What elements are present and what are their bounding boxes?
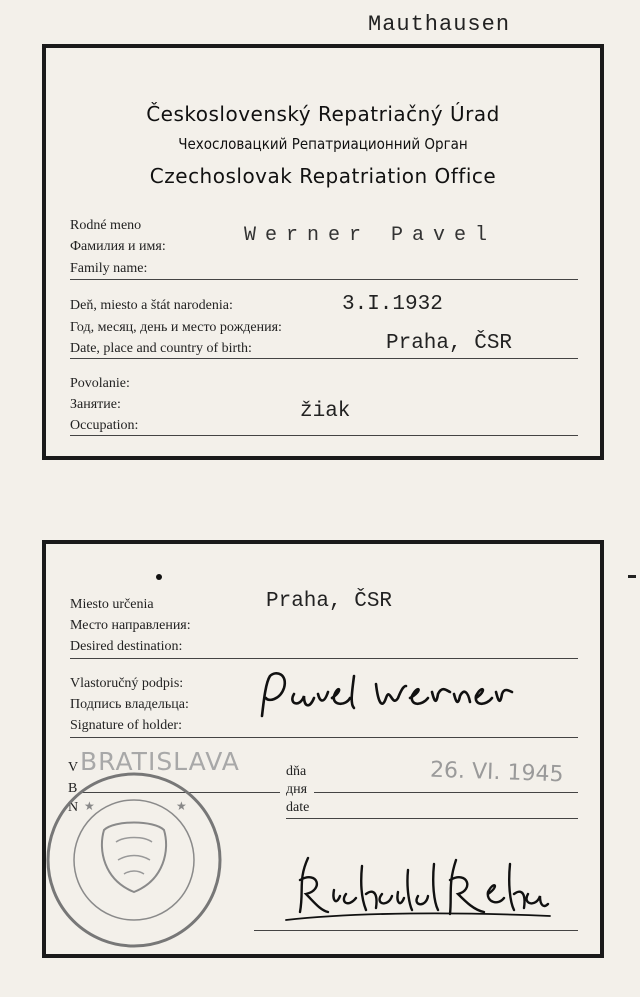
date-stamp: 26. VI. 1945 xyxy=(429,757,564,788)
birth-label-en: Date, place and country of birth: xyxy=(70,341,252,356)
destination-underline xyxy=(70,658,578,659)
occupation-label-ru: Занятие: xyxy=(70,397,121,412)
destination-label-ru: Место направления: xyxy=(70,618,191,633)
camp-name: Mauthausen xyxy=(368,12,511,37)
official-seal xyxy=(44,770,224,950)
place-label-v: V xyxy=(68,760,79,775)
signature-underline xyxy=(70,737,578,738)
name-underline xyxy=(70,279,578,280)
occupation-value: žiak xyxy=(300,400,351,423)
birth-place-value: Praha, ČSR xyxy=(386,332,513,355)
place-label-b: B xyxy=(68,781,78,796)
place-stamp: BRATISLAVA xyxy=(80,747,240,776)
birth-underline xyxy=(70,358,578,359)
date-label-sk: dňa xyxy=(286,764,307,779)
birth-label-ru: Год, месяц, день и место рождения: xyxy=(70,320,282,335)
date-label-en: date xyxy=(286,800,310,815)
date-underline xyxy=(286,818,578,819)
svg-text:★: ★ xyxy=(176,799,187,813)
official-signature-underline xyxy=(254,930,578,931)
name-label-ru: Фамилия и имя: xyxy=(70,239,166,254)
holder-signature xyxy=(254,668,514,730)
office-title-sk: Československý Repatriačný Úrad xyxy=(146,102,500,126)
place-label-n: N xyxy=(68,800,79,815)
occupation-label-sk: Povolanie: xyxy=(70,376,130,391)
identity-card xyxy=(42,44,604,460)
official-signature xyxy=(278,850,558,930)
edge-mark xyxy=(628,575,636,578)
svg-text:★: ★ xyxy=(84,799,95,813)
signature-label-ru: Подпись владельца: xyxy=(70,697,189,712)
date-line xyxy=(314,792,578,793)
date-label-ru: дня xyxy=(286,782,308,797)
office-title-ru: Чехословацкий Репатриационний Орган xyxy=(178,135,468,153)
ink-dot xyxy=(156,574,162,580)
occupation-underline xyxy=(70,435,578,436)
office-title-en: Czechoslovak Repatriation Office xyxy=(149,164,497,188)
signature-label-sk: Vlastoručný podpis: xyxy=(70,676,184,691)
birth-label-sk: Deň, miesto a štát narodenia: xyxy=(70,298,233,313)
destination-label-sk: Miesto určenia xyxy=(70,597,154,612)
destination-label-en: Desired destination: xyxy=(70,639,183,654)
destination-value: Praha, ČSR xyxy=(266,590,393,613)
name-label-sk: Rodné meno xyxy=(70,218,142,233)
signature-label-en: Signature of holder: xyxy=(70,718,182,733)
name-value: Werner Pavel xyxy=(244,224,497,247)
birth-date-value: 3.I.1932 xyxy=(342,293,443,316)
name-label-en: Family name: xyxy=(70,261,148,276)
occupation-label-en: Occupation: xyxy=(70,418,139,433)
